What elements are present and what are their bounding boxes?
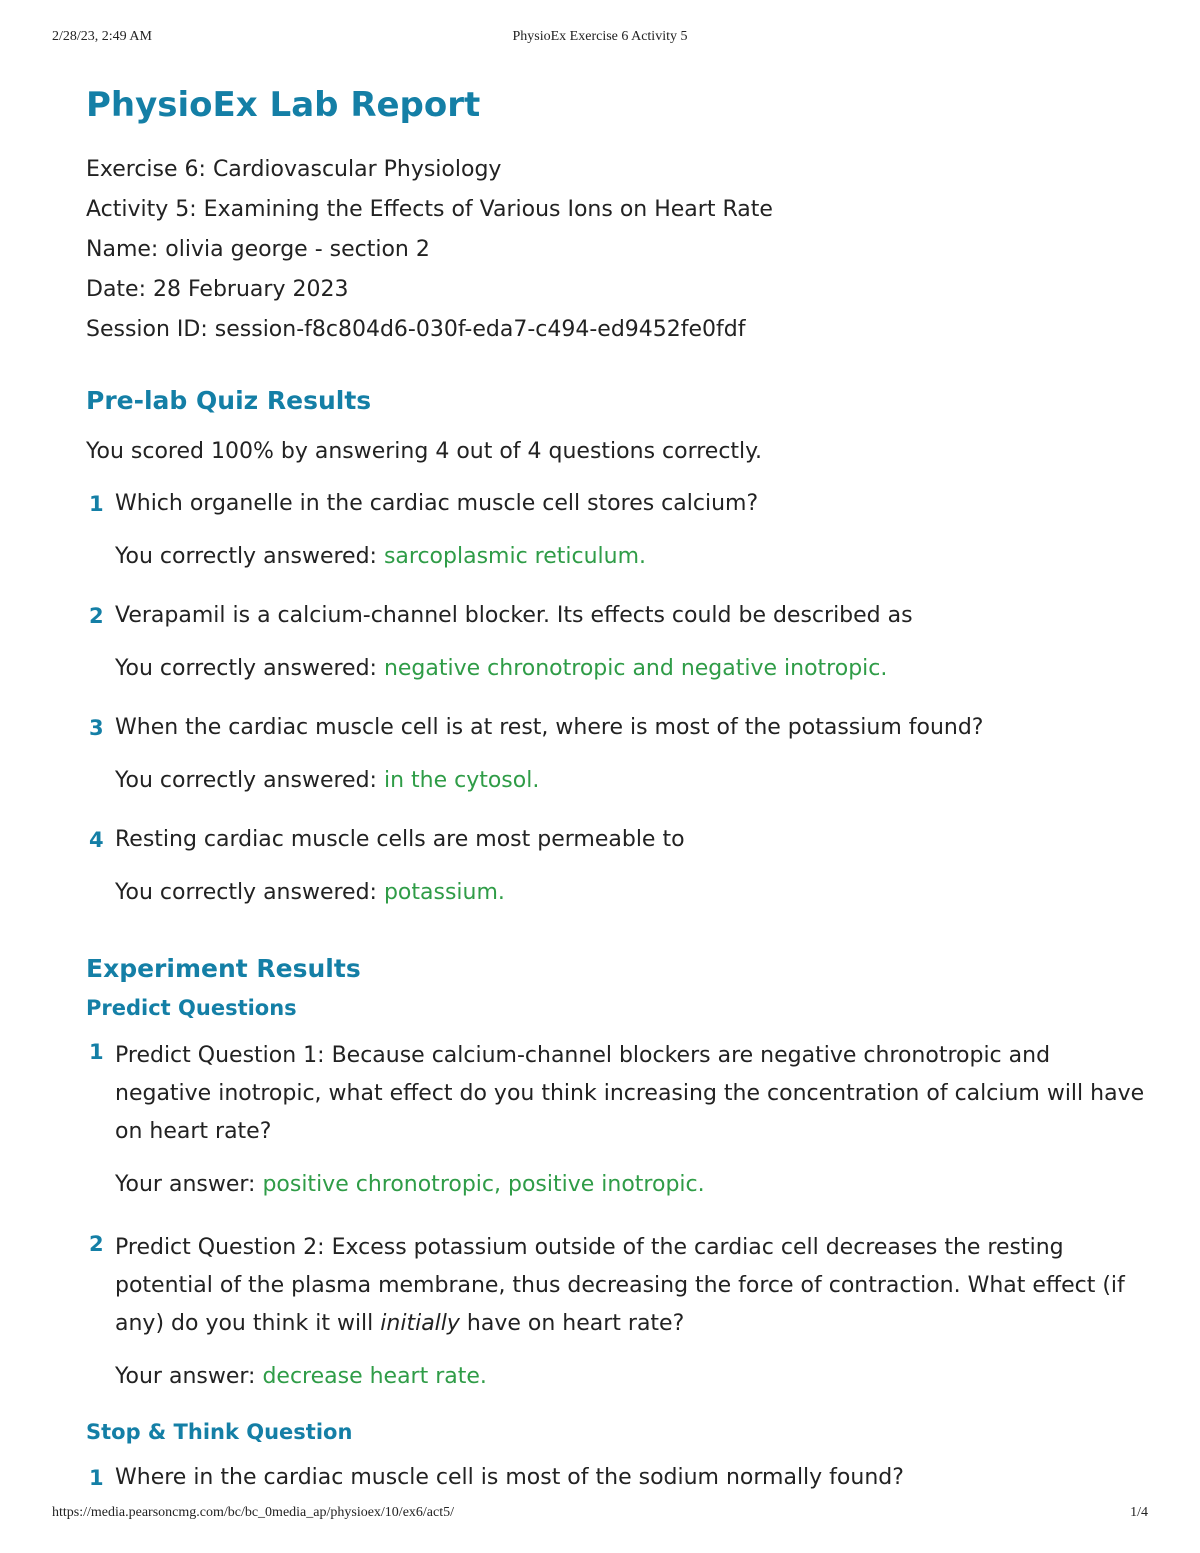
answer-value: decrease heart rate.	[262, 1364, 487, 1389]
question-text: Verapamil is a calcium-channel blocker. Its effects could be described as	[115, 603, 913, 628]
question-text: When the cardiac muscle cell is at rest, where is most of the potassium found?	[115, 715, 984, 740]
question-text: Where in the cardiac muscle cell is most of the sodium normally found?	[115, 1465, 904, 1490]
question-text	[115, 1229, 1146, 1343]
question-number: 1	[89, 1466, 104, 1490]
question-answer	[115, 654, 1146, 684]
print-footer	[52, 1505, 1148, 1525]
exercise-line: Exercise 6: Cardiovascular Physiology	[86, 157, 502, 182]
question-number: 4	[89, 828, 104, 852]
question-text: Which organelle in the cardiac muscle cell stores calcium?	[115, 491, 759, 516]
stop-think-heading: Stop & Think Question	[86, 1420, 353, 1444]
question-text-before: Predict Question 2: Excess potassium outside of the cardiac cell decreases the resting potential of the plasma membrane, thus decreasing the force of contraction. What effect (if any) do you think it will	[115, 1235, 1125, 1336]
question-text: Predict Question 1: Because calcium-channel blockers are negative chronotropic and negative inotropic, what effect do you think increasing the concentration of calcium will have on heart rate?	[115, 1043, 1145, 1144]
answer-prefix: You correctly answered:	[115, 656, 384, 681]
answer-prefix: You correctly answered:	[115, 768, 384, 793]
date-line: Date: 28 February 2023	[86, 277, 349, 302]
name-line: Name: olivia george - section 2	[86, 237, 430, 262]
question-text: Resting cardiac muscle cells are most permeable to	[115, 827, 685, 852]
prelab-heading: Pre-lab Quiz Results	[86, 386, 372, 415]
question-answer	[115, 542, 1146, 572]
experiment-heading: Experiment Results	[86, 954, 361, 983]
answer-value: negative chronotropic and negative inotropic.	[383, 656, 888, 681]
predict-question	[86, 1037, 1146, 1200]
report-title: PhysioEx Lab Report	[86, 85, 481, 125]
question-answer	[115, 1362, 1146, 1392]
answer-prefix: You correctly answered:	[115, 880, 384, 905]
question-answer	[115, 766, 1146, 796]
predict-heading: Predict Questions	[86, 996, 297, 1020]
answer-prefix: Your answer:	[115, 1364, 263, 1389]
answer-prefix: Your answer:	[115, 1172, 263, 1197]
question-number: 2	[89, 1232, 104, 1256]
prelab-question	[86, 825, 1146, 908]
print-url: https://media.pearsoncmg.com/bc/bc_0media_ap/physioex/10/ex6/act5/	[52, 1505, 455, 1520]
print-datetime: 2/28/23, 2:49 AM	[52, 29, 152, 44]
prelab-question	[86, 713, 1146, 796]
answer-value: potassium.	[383, 880, 505, 905]
question-text-after: have on heart rate?	[459, 1311, 685, 1336]
predict-question	[86, 1229, 1146, 1392]
question-number: 1	[89, 492, 104, 516]
question-number: 2	[89, 604, 104, 628]
question-text-emphasis: initially	[380, 1311, 460, 1336]
question-number: 3	[89, 716, 104, 740]
prelab-question	[86, 601, 1146, 684]
activity-line: Activity 5: Examining the Effects of Various Ions on Heart Rate	[86, 197, 773, 222]
answer-value: positive chronotropic, positive inotropic.	[262, 1172, 705, 1197]
answer-value: sarcoplasmic reticulum.	[383, 544, 647, 569]
question-answer	[115, 878, 1146, 908]
print-page-number: 1/4	[1130, 1505, 1148, 1520]
question-answer	[115, 1170, 1146, 1200]
quiz-score: You scored 100% by answering 4 out of 4 questions correctly.	[86, 439, 763, 464]
print-page-title: PhysioEx Exercise 6 Activity 5	[512, 29, 688, 44]
answer-value: in the cytosol.	[383, 768, 540, 793]
prelab-question	[86, 489, 1146, 572]
answer-prefix: You correctly answered:	[115, 544, 384, 569]
print-header	[52, 29, 1148, 49]
lab-report	[86, 82, 1146, 1493]
question-number: 1	[89, 1040, 104, 1064]
session-line: Session ID: session-f8c804d6-030f-eda7-c494-ed9452fe0fdf	[86, 317, 746, 342]
stop-think-question	[86, 1463, 1146, 1493]
